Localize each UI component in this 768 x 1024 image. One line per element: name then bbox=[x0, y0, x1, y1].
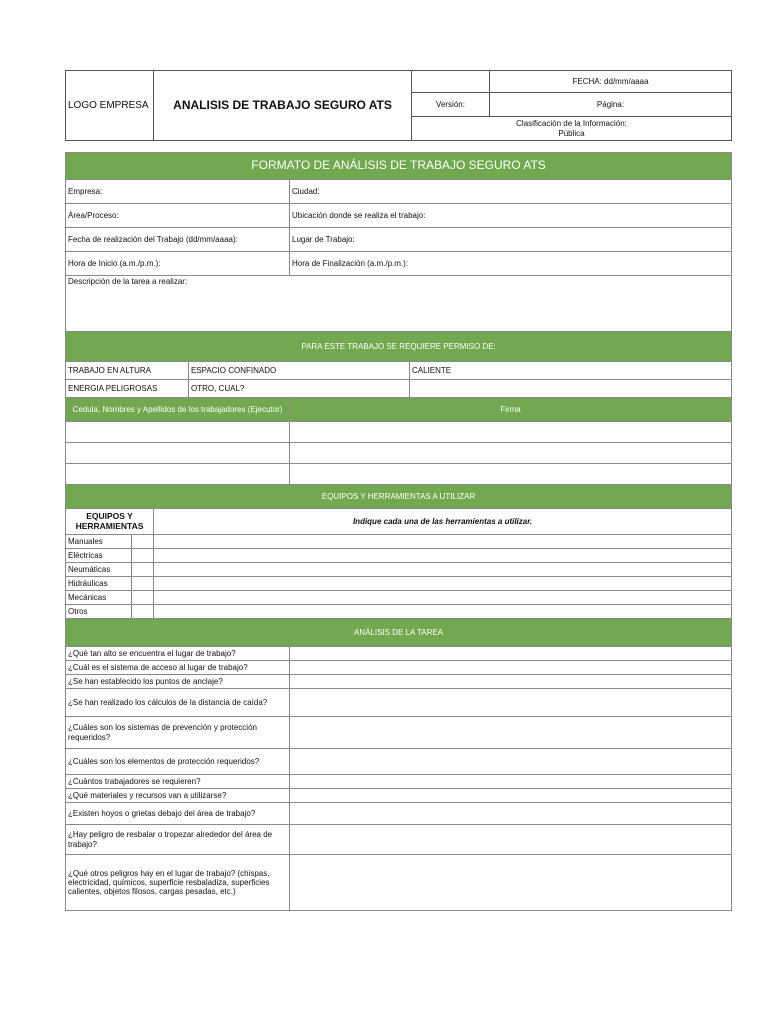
ats-form bbox=[65, 152, 732, 911]
equipo-label: Hidráulicas bbox=[66, 577, 132, 591]
logo-placeholder: LOGO EMPRESA bbox=[66, 71, 154, 141]
analisis-question: ¿Se han realizado los cálculos de la distancia de caída? bbox=[66, 689, 290, 717]
analisis-answer[interactable] bbox=[290, 855, 732, 911]
hora-inicio-field[interactable]: Hora de Inicio (a.m./p.m.): bbox=[66, 252, 290, 276]
fecha-realizacion-field[interactable]: Fecha de realización del Trabajo (dd/mm/aaaa): bbox=[66, 228, 290, 252]
equipo-detail[interactable] bbox=[154, 563, 732, 577]
permiso-altura[interactable]: TRABAJO EN ALTURA bbox=[66, 362, 189, 380]
equipo-check[interactable] bbox=[132, 563, 154, 577]
form-main-title: FORMATO DE ANÁLISIS DE TRABAJO SEGURO ATS bbox=[66, 153, 732, 180]
equipo-check[interactable] bbox=[132, 605, 154, 619]
equipo-label: Neumáticas bbox=[66, 563, 132, 577]
analisis-question: ¿Se han establecido los puntos de anclaje? bbox=[66, 675, 290, 689]
trabajadores-col-nombres: Cedula, Nombres y Apellidos de los trabajadores (Ejecutor) bbox=[66, 398, 290, 422]
analisis-question: ¿Cuáles son los elementos de protección requeridos? bbox=[66, 749, 290, 775]
equipo-detail[interactable] bbox=[154, 535, 732, 549]
trabajador-firma-cell[interactable] bbox=[290, 443, 732, 464]
equipos-title: EQUIPOS Y HERRAMIENTAS A UTILIZAR bbox=[66, 485, 732, 509]
equipo-check[interactable] bbox=[132, 535, 154, 549]
analisis-answer[interactable] bbox=[290, 775, 732, 789]
analisis-question: ¿Qué otros peligros hay en el lugar de trabajo? (chispas, electricidad, químicos, superficie resbaladiza, superficies calientes, objetos filosos, cargas pesadas, etc.) bbox=[66, 855, 290, 911]
document-header bbox=[65, 70, 732, 141]
equipo-detail[interactable] bbox=[154, 549, 732, 563]
equipo-check[interactable] bbox=[132, 591, 154, 605]
analisis-question: ¿Cuántos trabajadores se requieren? bbox=[66, 775, 290, 789]
permiso-caliente[interactable]: CALIENTE bbox=[410, 362, 732, 380]
lugar-field[interactable]: Lugar de Trabajo: bbox=[290, 228, 732, 252]
trabajador-nombre-cell[interactable] bbox=[66, 464, 290, 485]
permiso-confinado[interactable]: ESPACIO CONFINADO bbox=[189, 362, 410, 380]
analisis-title: ANÁLISIS DE LA TAREA bbox=[66, 619, 732, 647]
trabajador-firma-cell[interactable] bbox=[290, 422, 732, 443]
analisis-answer[interactable] bbox=[290, 647, 732, 661]
analisis-answer[interactable] bbox=[290, 803, 732, 825]
analisis-answer[interactable] bbox=[290, 661, 732, 675]
permisos-title: PARA ESTE TRABAJO SE REQUIERE PERMISO DE: bbox=[66, 332, 732, 362]
fecha-label: FECHA: dd/mm/aaaa bbox=[490, 71, 732, 93]
equipos-col-header: EQUIPOS Y HERRAMIENTAS bbox=[66, 509, 154, 535]
equipo-detail[interactable] bbox=[154, 577, 732, 591]
analisis-question: ¿Cuál es el sistema de acceso al lugar de trabajo? bbox=[66, 661, 290, 675]
analisis-question: ¿Cuáles son los sistemas de prevención y protección requeridos? bbox=[66, 717, 290, 749]
descripcion-field[interactable]: Descripción de la tarea a realizar: bbox=[66, 276, 732, 332]
equipo-detail[interactable] bbox=[154, 605, 732, 619]
trabajador-nombre-cell[interactable] bbox=[66, 443, 290, 464]
clasificacion-cell bbox=[412, 117, 732, 141]
equipo-detail[interactable] bbox=[154, 591, 732, 605]
empty-cell bbox=[412, 71, 490, 93]
ubicacion-field[interactable]: Ubicación donde se realiza el trabajo: bbox=[290, 204, 732, 228]
permiso-energia[interactable]: ENERGIA PELIGROSAS bbox=[66, 380, 189, 398]
clasificacion-label: Clasificación de la Información: bbox=[516, 119, 627, 129]
analisis-answer[interactable] bbox=[290, 717, 732, 749]
analisis-answer[interactable] bbox=[290, 749, 732, 775]
equipo-check[interactable] bbox=[132, 549, 154, 563]
document-title: ANALISIS DE TRABAJO SEGURO ATS bbox=[154, 71, 412, 141]
trabajador-nombre-cell[interactable] bbox=[66, 422, 290, 443]
analisis-question: ¿Existen hoyos o grietas debajo del área de trabajo? bbox=[66, 803, 290, 825]
area-field[interactable]: Área/Proceso: bbox=[66, 204, 290, 228]
version-label: Versión: bbox=[412, 93, 490, 117]
analisis-question: ¿Qué materiales y recursos van a utilizarse? bbox=[66, 789, 290, 803]
permiso-empty bbox=[410, 380, 732, 398]
clasificacion-value: Pública bbox=[558, 128, 585, 138]
equipos-instruction: Indique cada una de las herramientas a utilizar. bbox=[154, 509, 732, 535]
equipo-label: Mecánicas bbox=[66, 591, 132, 605]
pagina-label: Página: bbox=[490, 93, 732, 117]
equipo-check[interactable] bbox=[132, 577, 154, 591]
analisis-answer[interactable] bbox=[290, 689, 732, 717]
ciudad-field[interactable]: Ciudad: bbox=[290, 180, 732, 204]
equipo-label: Eléctricas bbox=[66, 549, 132, 563]
hora-fin-field[interactable]: Hora de Finalización (a.m./p.m.): bbox=[290, 252, 732, 276]
analisis-question: ¿Qué tan alto se encuentra el lugar de trabajo? bbox=[66, 647, 290, 661]
permiso-otro[interactable]: OTRO, CUAL? bbox=[189, 380, 410, 398]
analisis-answer[interactable] bbox=[290, 825, 732, 855]
trabajador-firma-cell[interactable] bbox=[290, 464, 732, 485]
equipo-label: Manuales bbox=[66, 535, 132, 549]
trabajadores-col-firma: Firma bbox=[290, 398, 732, 422]
analisis-answer[interactable] bbox=[290, 675, 732, 689]
analisis-answer[interactable] bbox=[290, 789, 732, 803]
equipo-label: Otros bbox=[66, 605, 132, 619]
empresa-field[interactable]: Empresa: bbox=[66, 180, 290, 204]
analisis-question: ¿Hay peligro de resbalar o tropezar alrededor del área de trabajo? bbox=[66, 825, 290, 855]
